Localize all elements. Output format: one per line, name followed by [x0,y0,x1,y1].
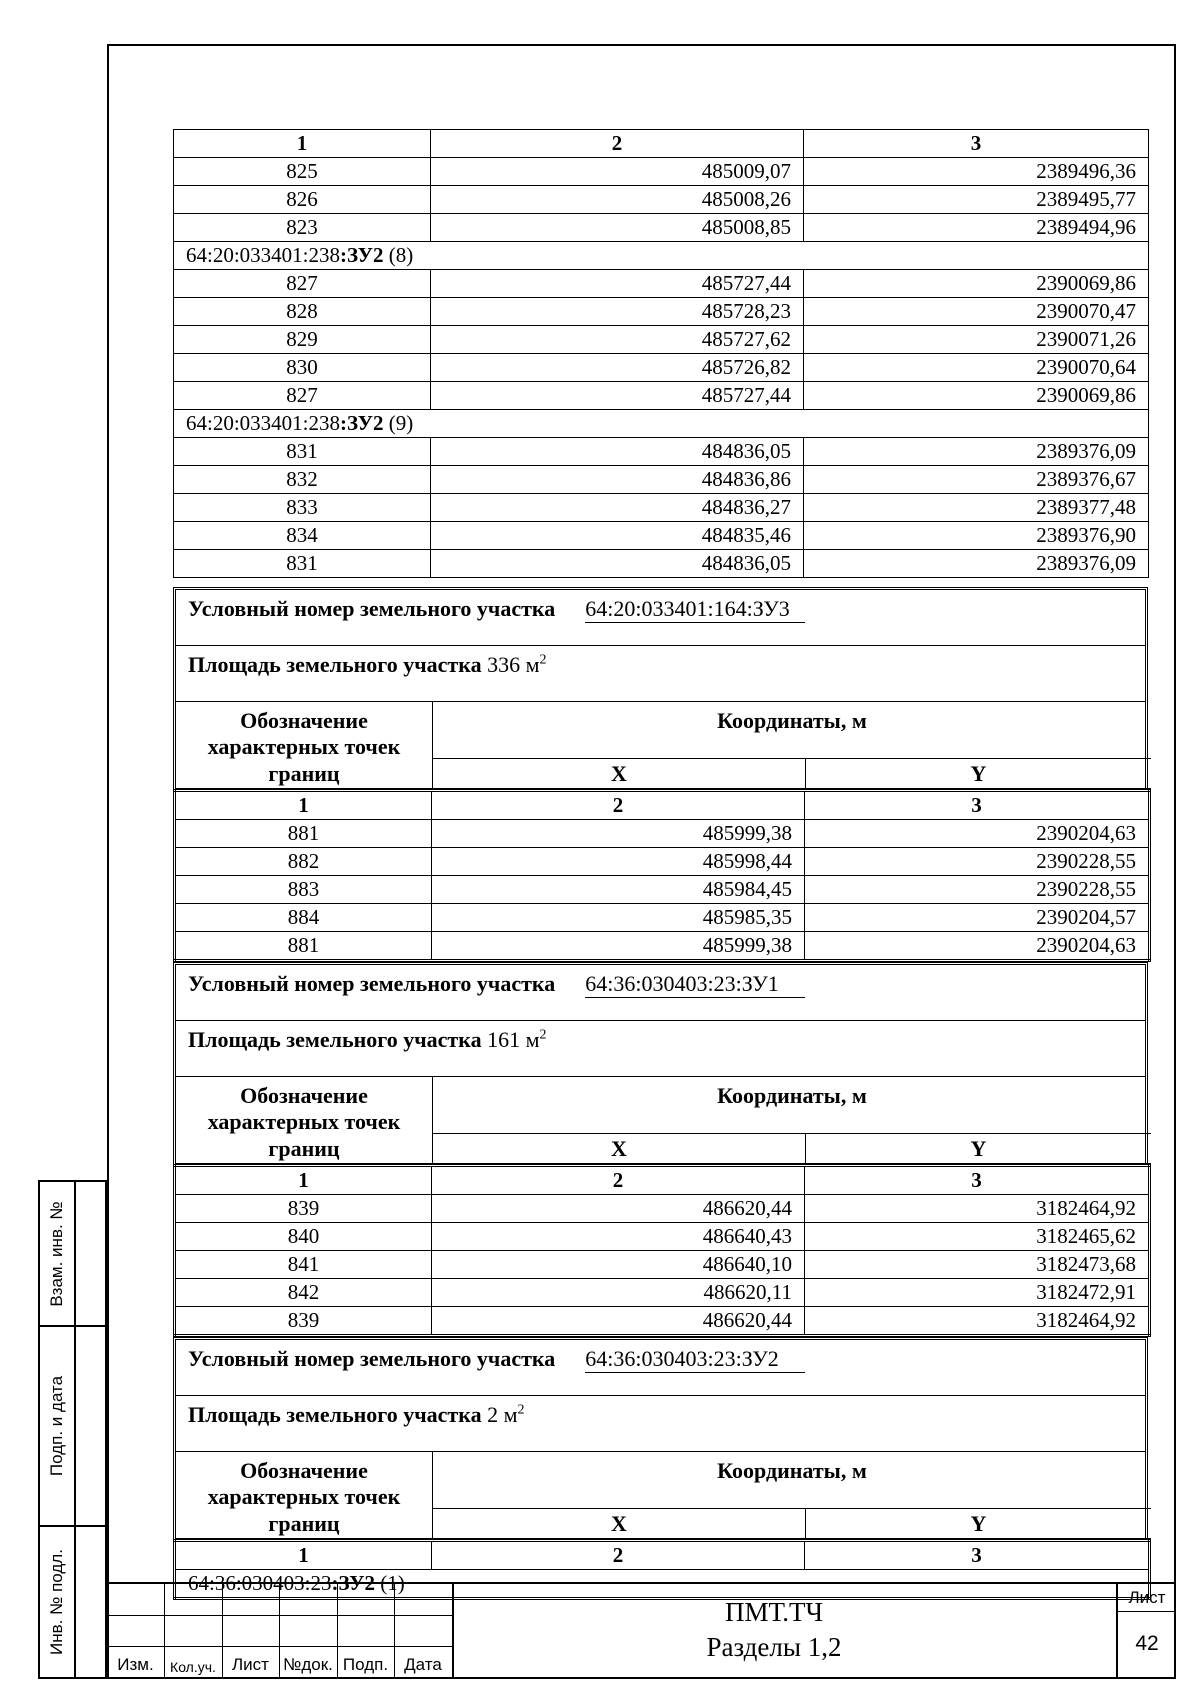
document-subtitle: Разделы 1,2 [706,1632,842,1662]
table-row [174,298,1149,326]
coordinate-x: 485728,23 [431,298,804,326]
coordinate-y: 2390228,55 [805,848,1150,876]
coordinate-x: 485998,44 [432,848,805,876]
coordinate-x: 486620,11 [432,1279,805,1307]
coordinate-x: 485009,07 [431,158,804,186]
side-stamp [38,1180,107,1679]
coordinate-y: 2390204,63 [805,932,1150,961]
coordinate-x: 485984,45 [432,876,805,904]
coordinate-x: 486620,44 [432,1195,805,1223]
plot-number-row [176,1340,1145,1396]
point-number: 830 [174,354,431,382]
coordinate-y: 2390228,55 [805,876,1150,904]
col-doc-number: №док. [283,1655,333,1674]
table-row [174,438,1149,466]
col-change: Изм. [117,1655,154,1674]
point-number: 831 [174,438,431,466]
plot-area-value: 336 [487,652,521,677]
plot-area-unit-power: 2 [517,1402,525,1418]
side-label-replacement: Взам. инв. № [47,1200,66,1307]
point-number: 881 [175,820,432,848]
contour-heading [174,410,1149,438]
table-row [174,522,1149,550]
plot-card [173,587,1148,789]
column-number: 2 [432,791,805,820]
x-header: X [433,1509,806,1539]
column-number: 1 [174,130,431,158]
document-title [452,1584,1094,1679]
contour-heading-row [174,410,1149,438]
plot-area-label: Площадь земельного участка [188,1402,482,1427]
coordinate-x: 485726,82 [431,354,804,382]
point-number: 840 [175,1223,432,1251]
coordinate-x: 485727,44 [431,270,804,298]
points-designation-header: Обозначение характерных точек границ [176,1452,433,1539]
point-number: 881 [175,932,432,961]
column-number-row [174,130,1149,158]
point-number: 829 [174,326,431,354]
coordinate-x: 484836,27 [431,494,804,522]
coordinate-y: 3182464,92 [805,1307,1150,1336]
table-row [174,382,1149,410]
coordinates-table-continued [173,129,1149,578]
x-header: X [433,759,806,789]
table-row [175,1223,1150,1251]
contour-index: (8) [383,243,414,267]
plot-area-value: 161 [487,1027,521,1052]
coordinate-x: 485727,62 [431,326,804,354]
plot-area-label: Площадь земельного участка [188,652,482,677]
column-number: 2 [431,130,804,158]
sheet-box [1116,1584,1176,1679]
plot-number-label: Условный номер земельного участка [188,1346,556,1371]
plot-area-unit: м [503,1402,518,1427]
contour-index: (1) [374,1571,405,1595]
coordinate-x: 485985,35 [432,904,805,932]
side-cell-replacement [40,1182,105,1327]
sheet-label: Лист [1118,1584,1176,1612]
contour-cadastral: 64:20:033401:238 [186,243,341,267]
plot-area-label: Площадь земельного участка [188,1027,482,1052]
column-number: 3 [805,791,1150,820]
contour-index: (9) [383,411,414,435]
point-number: 839 [175,1307,432,1336]
column-number: 3 [805,1166,1150,1195]
point-number: 823 [174,214,431,242]
x-header: X [433,1134,806,1164]
table-row [174,466,1149,494]
contour-plot-code: :ЗУ2 [331,1571,375,1595]
plot-area-unit-power: 2 [539,652,547,668]
col-sheet: Лист [232,1655,269,1674]
side-cell-original-inventory [40,1527,105,1677]
point-number: 883 [175,876,432,904]
col-signature: Подп. [342,1655,389,1674]
column-number-row [175,1541,1150,1570]
table-row [174,550,1149,578]
points-designation-header: Обозначение характерных точек границ [176,1077,433,1164]
coordinate-y: 2390071,26 [804,326,1149,354]
coordinate-y: 2390069,86 [804,270,1149,298]
plot-number-value: 64:20:033401:164:ЗУ3 [585,596,805,623]
plot-number-value: 64:36:030403:23:ЗУ2 [585,1346,805,1373]
point-number: 825 [174,158,431,186]
col-quantity: Кол.уч. [170,1659,216,1675]
contour-heading [174,242,1149,270]
contour-cadastral: 64:20:033401:238 [186,411,341,435]
coordinate-x: 486640,43 [432,1223,805,1251]
coordinate-x: 486640,10 [432,1251,805,1279]
contour-plot-code: :ЗУ2 [340,243,384,267]
column-number: 1 [175,1166,432,1195]
side-label-original-inventory: Инв. № подл. [47,1549,66,1655]
plot-number-label: Условный номер земельного участка [188,971,556,996]
coordinates-header [176,1452,1145,1539]
plot-number-row [176,590,1145,646]
contour-cadastral: 64:36:030403:23 [188,1571,332,1595]
table-row [174,494,1149,522]
point-number: 828 [174,298,431,326]
point-number: 839 [175,1195,432,1223]
plot-area-unit: м [525,652,540,677]
plot-area-row [176,646,1145,702]
plot-coordinates-table [173,789,1151,962]
coordinate-x: 484835,46 [431,522,804,550]
side-cell-signature-date [40,1327,105,1527]
points-designation-header: Обозначение характерных точек границ [176,702,433,789]
column-number: 2 [432,1166,805,1195]
y-header: Y [806,759,1151,789]
coordinate-y: 3182472,91 [805,1279,1150,1307]
point-number: 884 [175,904,432,932]
plots-list [173,587,1173,1600]
y-header: Y [806,1509,1151,1539]
coordinates-header-label: Координаты, м [433,1077,1151,1134]
revision-grid [107,1584,452,1679]
coordinate-x: 484836,86 [431,466,804,494]
plot-area-row [176,1396,1145,1452]
coordinate-x: 484836,05 [431,550,804,578]
side-label-signature-date: Подп. и дата [47,1375,66,1477]
table-row [174,158,1149,186]
coordinate-x: 485727,44 [431,382,804,410]
coordinate-y: 2389377,48 [804,494,1149,522]
plot-card [173,962,1148,1164]
coordinate-y: 2389496,36 [804,158,1149,186]
coordinate-y: 2390204,63 [805,820,1150,848]
coordinate-x: 485999,38 [432,932,805,961]
coordinate-y: 2390204,57 [805,904,1150,932]
coordinates-header-label: Координаты, м [433,1452,1151,1509]
contour-plot-code: :ЗУ2 [340,411,384,435]
table-row [174,326,1149,354]
coordinate-x: 486620,44 [432,1307,805,1336]
coordinate-x: 485008,85 [431,214,804,242]
title-block [107,1582,1176,1679]
document-code: ПМТ.ТЧ [724,1597,824,1627]
table-row [175,876,1150,904]
point-number: 831 [174,550,431,578]
coordinates-header [176,1077,1145,1164]
column-number: 1 [175,1541,432,1570]
plot-number-row [176,965,1145,1021]
coordinate-y: 3182464,92 [805,1195,1150,1223]
point-number: 833 [174,494,431,522]
column-number: 2 [432,1541,805,1570]
plot-area-unit: м [525,1027,540,1052]
table-row [175,932,1150,961]
table-row [175,1279,1150,1307]
coordinate-y: 2389376,67 [804,466,1149,494]
plot-coordinates-table [173,1164,1151,1337]
contour-heading-row [174,242,1149,270]
table-row [174,354,1149,382]
plot-number-value: 64:36:030403:23:ЗУ1 [585,971,805,998]
point-number: 826 [174,186,431,214]
column-number-row [175,1166,1150,1195]
point-number: 827 [174,270,431,298]
point-number: 834 [174,522,431,550]
column-number: 3 [804,130,1149,158]
coordinates-header-label: Координаты, м [433,702,1151,759]
table-row [175,848,1150,876]
sheet-number: 42 [1135,1632,1159,1655]
coordinate-y: 3182473,68 [805,1251,1150,1279]
table-row [175,1307,1150,1336]
table-row [174,270,1149,298]
point-number: 841 [175,1251,432,1279]
coordinate-y: 2389376,09 [804,438,1149,466]
coordinates-header [176,702,1145,789]
column-number-row [175,791,1150,820]
plot-card [173,1337,1148,1539]
table-row [175,904,1150,932]
point-number: 827 [174,382,431,410]
point-number: 842 [175,1279,432,1307]
coordinate-y: 2390069,86 [804,382,1149,410]
coordinate-y: 2389376,09 [804,550,1149,578]
y-header: Y [806,1134,1151,1164]
column-number: 3 [805,1541,1150,1570]
coordinate-x: 485008,26 [431,186,804,214]
table-row [174,214,1149,242]
coordinate-y: 2390070,47 [804,298,1149,326]
coordinate-y: 2389494,96 [804,214,1149,242]
col-date: Дата [404,1655,442,1674]
coordinate-y: 2389495,77 [804,186,1149,214]
coordinate-y: 2389376,90 [804,522,1149,550]
table-row [175,1251,1150,1279]
column-number: 1 [175,791,432,820]
plot-area-value: 2 [487,1402,499,1427]
plot-area-unit-power: 2 [539,1027,547,1043]
coordinate-y: 3182465,62 [805,1223,1150,1251]
plot-area-row [176,1021,1145,1077]
main-content [173,129,1173,1600]
coordinate-y: 2390070,64 [804,354,1149,382]
table-row [174,186,1149,214]
coordinate-x: 484836,05 [431,438,804,466]
table-row [175,820,1150,848]
point-number: 832 [174,466,431,494]
point-number: 882 [175,848,432,876]
table-row [175,1195,1150,1223]
plot-number-label: Условный номер земельного участка [188,596,556,621]
coordinate-x: 485999,38 [432,820,805,848]
